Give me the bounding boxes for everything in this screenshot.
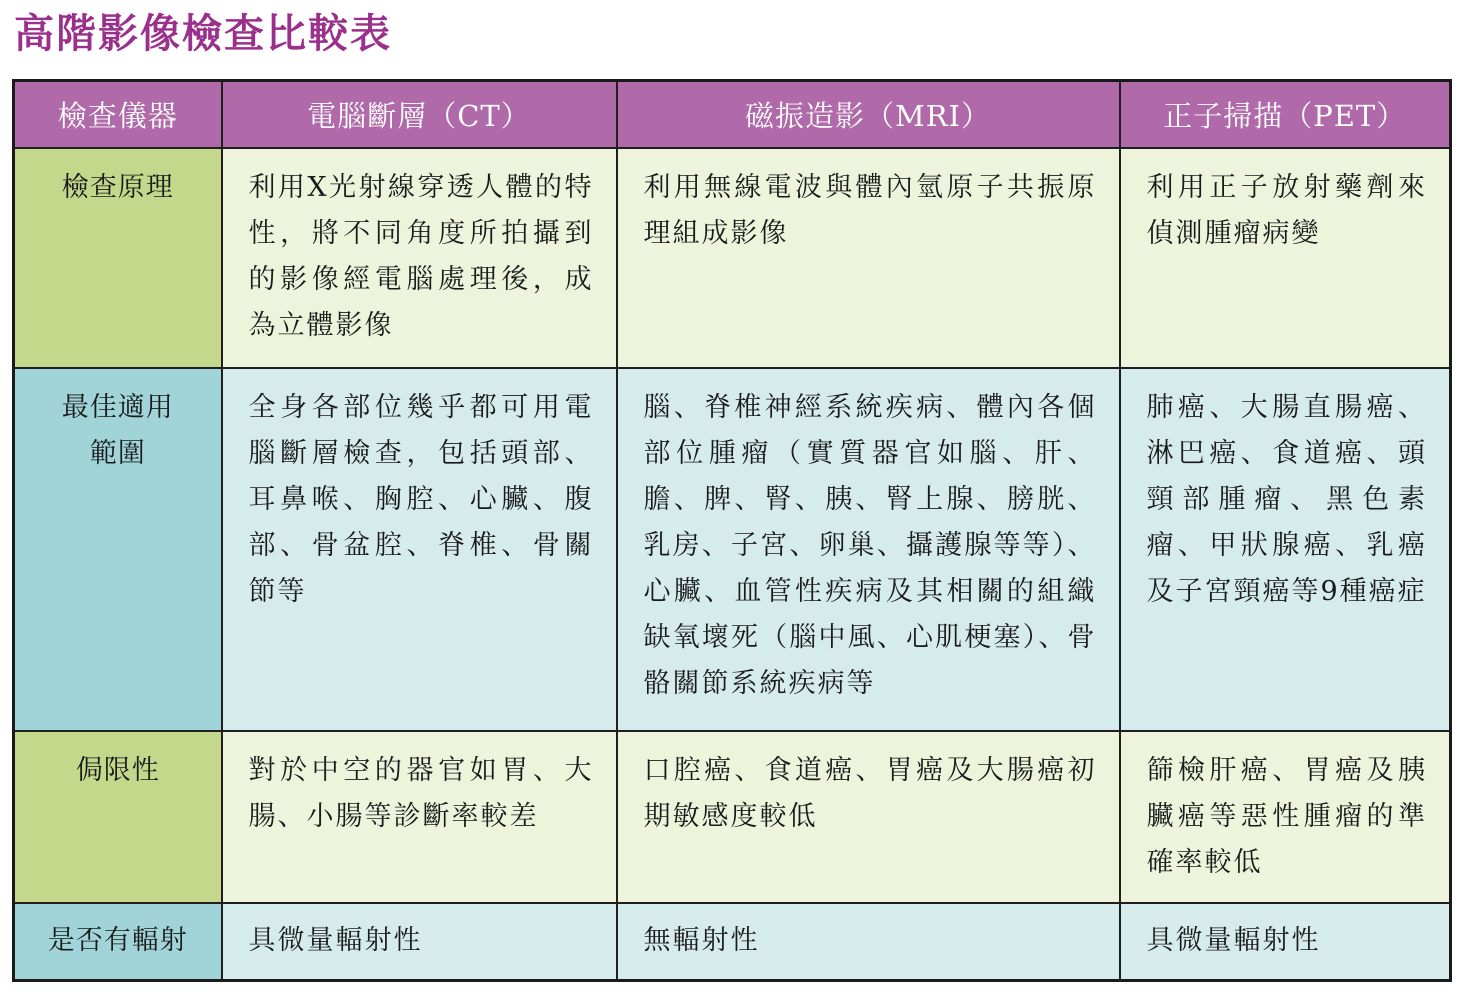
header-instrument: 檢查儀器 xyxy=(14,81,222,148)
cell-radiation-mri: 無輻射性 xyxy=(617,903,1120,981)
cell-radiation-ct: 具微量輻射性 xyxy=(222,903,617,981)
table-row-radiation xyxy=(14,903,1451,981)
cell-limitation-ct: 對於中空的器官如胃、大腸、小腸等診斷率較差 xyxy=(222,731,617,903)
row-label-radiation: 是否有輻射 xyxy=(14,903,222,981)
cell-range-pet: 肺癌、大腸直腸癌、淋巴癌、食道癌、頭頸部腫瘤、黑色素瘤、甲狀腺癌、乳癌及子宮頸癌等9種癌症 xyxy=(1120,368,1451,731)
row-label-range-text: 最佳適用範圍 xyxy=(61,391,174,469)
comparison-table xyxy=(12,79,1452,982)
cell-principle-mri: 利用無線電波與體內氫原子共振原理組成影像 xyxy=(617,148,1120,368)
row-label-principle: 檢查原理 xyxy=(14,148,222,368)
page-title: 高階影像檢查比較表 xyxy=(14,11,392,57)
table-row-limitation xyxy=(14,731,1451,903)
cell-range-mri: 腦、脊椎神經系統疾病、體內各個部位腫瘤（實質器官如腦、肝、膽、脾、腎、胰、腎上腺、膀胱、乳房、子宮、卵巢、攝護腺等等）、心臟、血管性疾病及其相關的組織缺氧壞死（腦中風、心肌梗塞）、骨骼關節系統疾病等 xyxy=(617,368,1120,731)
cell-range-ct: 全身各部位幾乎都可用電腦斷層檢查，包括頭部、耳鼻喉、胸腔、心臟、腹部、骨盆腔、脊椎、骨關節等 xyxy=(222,368,617,731)
cell-limitation-mri: 口腔癌、食道癌、胃癌及大腸癌初期敏感度較低 xyxy=(617,731,1120,903)
table-row-range xyxy=(14,368,1451,731)
row-label-range xyxy=(14,368,222,731)
header-pet: 正子掃描（PET） xyxy=(1120,81,1451,148)
row-label-limitation: 侷限性 xyxy=(14,731,222,903)
cell-principle-pet: 利用正子放射藥劑來偵測腫瘤病變 xyxy=(1120,148,1451,368)
cell-radiation-pet: 具微量輻射性 xyxy=(1120,903,1451,981)
table-row-principle xyxy=(14,148,1451,368)
cell-limitation-pet: 篩檢肝癌、胃癌及胰臟癌等惡性腫瘤的準確率較低 xyxy=(1120,731,1451,903)
header-mri: 磁振造影（MRI） xyxy=(617,81,1120,148)
header-ct: 電腦斷層（CT） xyxy=(222,81,617,148)
header-row xyxy=(14,81,1451,148)
cell-principle-ct: 利用X光射線穿透人體的特性，將不同角度所拍攝到的影像經電腦處理後，成為立體影像 xyxy=(222,148,617,368)
